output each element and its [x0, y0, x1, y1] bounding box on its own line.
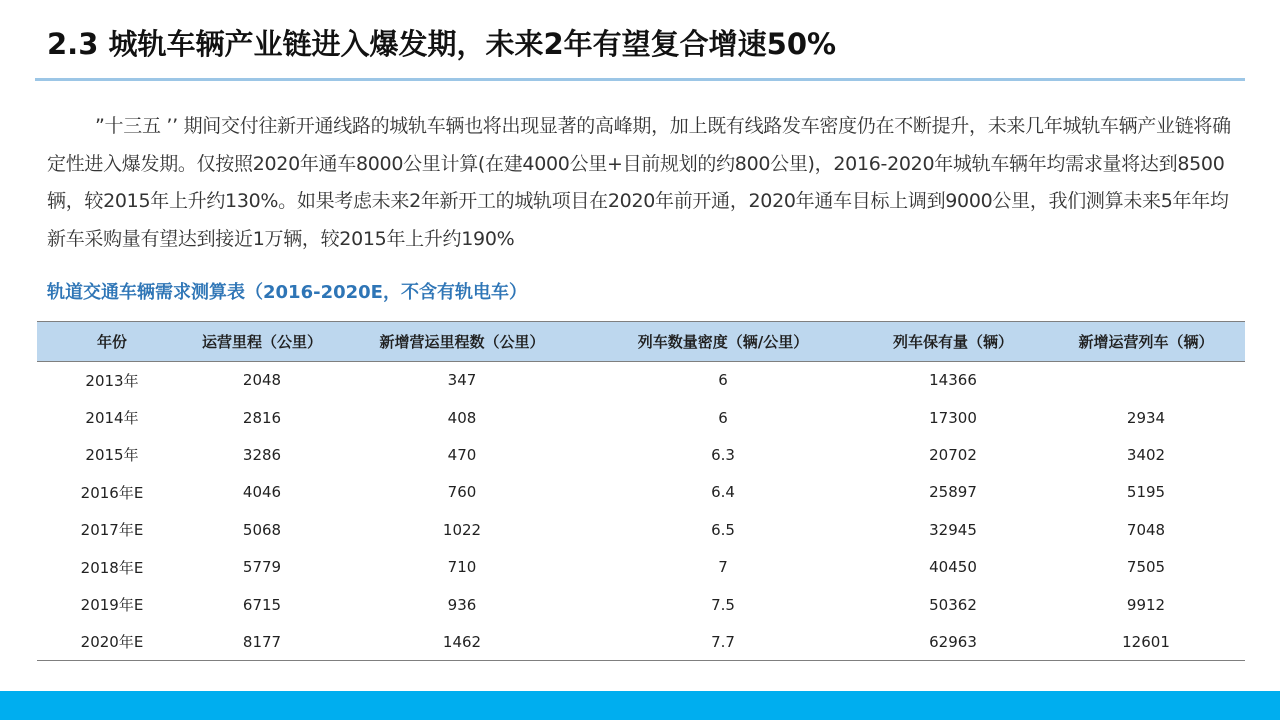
- table-row: [37, 362, 1245, 399]
- cell-operating-mileage: 6715: [242, 595, 282, 614]
- cell-operating-mileage: 8177: [242, 632, 282, 651]
- cell-year: 2020年E: [80, 633, 144, 652]
- cell-operating-mileage: 2816: [242, 408, 282, 427]
- cell-new-mileage: 470: [447, 445, 477, 464]
- cell-operating-mileage: 5068: [242, 520, 282, 539]
- body-paragraph: ”十三五 ’’ 期间交付往新开通线路的城轨车辆也将出现显著的高峰期，加上既有线路发车密度仍在不断提升，未来几年城轨车辆产业链将确定性进入爆发期。仅按照2020年通车8000公里计算(在建4000公里+目前规划的约800公里)，2016-2020年城轨车辆年均需求量将达到8500辆，较2015年上升约130%。如果考虑未来2年新开工的城轨项目在2020年前开通，2020年通车目标上调到9000公里，我们测算未来5年年均新车采购量有望达到接近1万辆，较2015年上升约190%: [47, 115, 1231, 250]
- header-new-trains: 新增运营列车（辆）: [1078, 333, 1214, 351]
- cell-train-density: 7: [718, 558, 728, 577]
- header-year: 年份: [96, 333, 127, 351]
- cell-new-mileage: 408: [447, 408, 477, 427]
- title-divider: [35, 78, 1245, 81]
- table-row: [37, 586, 1245, 623]
- table-header-row: [37, 322, 1245, 362]
- cell-train-fleet: 40450: [929, 558, 977, 577]
- cell-operating-mileage: 2048: [242, 371, 282, 390]
- table-caption: 轨道交通车辆需求测算表（2016-2020E，不含有轨电车）: [47, 282, 527, 303]
- table-row: [37, 548, 1245, 585]
- cell-train-fleet: 25897: [929, 483, 977, 502]
- cell-train-density: 7.5: [711, 595, 735, 614]
- cell-new-trains: 12601: [1122, 632, 1170, 651]
- cell-year: 2013年: [85, 371, 139, 390]
- cell-new-mileage: 347: [447, 371, 477, 390]
- cell-train-fleet: 17300: [929, 408, 977, 427]
- cell-new-trains: [1047, 362, 1245, 399]
- cell-new-mileage: 936: [447, 595, 477, 614]
- slide-title: 2.3 城轨车辆产业链进入爆发期，未来2年有望复合增速50%: [47, 27, 837, 61]
- cell-operating-mileage: 4046: [242, 483, 282, 502]
- cell-new-trains: 3402: [1126, 445, 1166, 464]
- header-new-mileage: 新增营运里程数（公里）: [379, 333, 545, 351]
- cell-operating-mileage: 5779: [242, 558, 282, 577]
- cell-train-fleet: 50362: [929, 595, 977, 614]
- cell-train-fleet: 62963: [929, 632, 977, 651]
- table-row: [37, 511, 1245, 548]
- cell-new-mileage: 710: [447, 558, 477, 577]
- cell-year: 2017年E: [80, 521, 144, 540]
- cell-year: 2019年E: [80, 596, 144, 615]
- cell-train-density: 6.3: [711, 445, 735, 464]
- cell-train-fleet: 14366: [929, 371, 977, 390]
- cell-year: 2014年: [85, 409, 139, 428]
- cell-train-density: 7.7: [711, 632, 735, 651]
- cell-new-trains: 5195: [1126, 483, 1166, 502]
- vehicle-demand-table: [37, 321, 1245, 661]
- footer-accent-bar: [0, 691, 1280, 720]
- cell-train-fleet: 32945: [929, 520, 977, 539]
- cell-train-density: 6: [718, 371, 728, 390]
- cell-new-mileage: 1022: [442, 520, 482, 539]
- cell-new-trains: 7048: [1126, 520, 1166, 539]
- header-train-density: 列车数量密度（辆/公里）: [637, 333, 809, 351]
- table-row: [37, 436, 1245, 473]
- cell-year: 2016年E: [80, 483, 144, 502]
- cell-train-density: 6.5: [711, 520, 735, 539]
- cell-train-density: 6: [718, 408, 728, 427]
- table-row: [37, 623, 1245, 660]
- cell-new-mileage: 760: [447, 483, 477, 502]
- cell-train-density: 6.4: [711, 483, 735, 502]
- cell-new-trains: 7505: [1126, 558, 1166, 577]
- cell-new-trains: 2934: [1126, 408, 1166, 427]
- cell-train-fleet: 20702: [929, 445, 977, 464]
- table-row: [37, 399, 1245, 436]
- table-row: [37, 474, 1245, 511]
- cell-year: 2015年: [85, 446, 139, 465]
- cell-year: 2018年E: [80, 558, 144, 577]
- cell-operating-mileage: 3286: [242, 445, 282, 464]
- cell-new-trains: 9912: [1126, 595, 1166, 614]
- header-operating-mileage: 运营里程（公里）: [201, 333, 322, 351]
- header-train-fleet: 列车保有量（辆）: [892, 333, 1013, 351]
- cell-new-mileage: 1462: [442, 632, 482, 651]
